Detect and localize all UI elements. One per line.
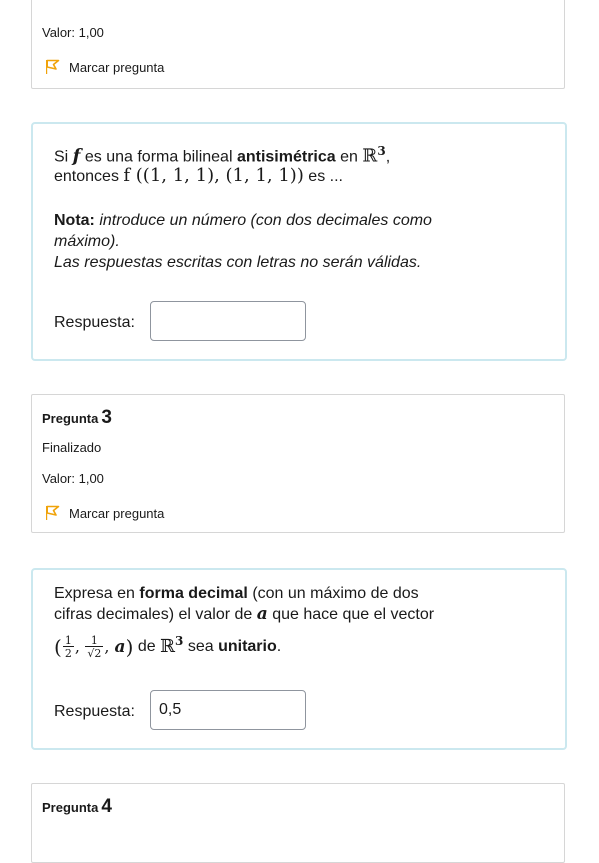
question-3-answer-label: Respuesta:: [54, 703, 135, 720]
fraction-one-over-root-two: $\frac{1}{√2}$: [87, 634, 102, 661]
question-4-title: Pregunta 4: [42, 796, 112, 817]
question-3-answer-input[interactable]: [150, 690, 306, 730]
question-3-valor: Valor: 1,00: [42, 471, 104, 486]
question-2-content: [31, 122, 567, 361]
fraction-one-half: $\frac{1}{2}$: [64, 634, 72, 661]
question-3-info: [31, 394, 565, 533]
question-2-info: [31, 0, 565, 89]
question-2-flag-label: Marcar pregunta: [69, 59, 165, 75]
question-3-title: Pregunta 3: [42, 407, 112, 428]
question-2-answer-label: Respuesta:: [54, 314, 135, 331]
question-2-valor: Valor: 1,00: [42, 25, 104, 40]
question-3-flag-button[interactable]: [44, 505, 164, 521]
question-3-flag-label: Marcar pregunta: [69, 505, 165, 521]
question-3-text-line-2: cifras decimales) el valor de a que hace que el vector: [54, 604, 435, 624]
question-3-content: [31, 568, 567, 750]
question-2-nota-line-3: Las respuestas escritas con letras no serán válidas.: [54, 254, 422, 271]
question-3-text-line-1: Expresa en forma decimal (con un máximo de dos: [54, 585, 419, 602]
question-4-info: [31, 783, 565, 863]
question-2-flag-button[interactable]: [44, 59, 164, 75]
question-2-text-line-2: entonces f ((1, 1, 1), (1, 1, 1)) es ...: [54, 165, 343, 186]
question-2-nota-line-2: máximo).: [54, 233, 120, 250]
question-3-text-line-3: ( $\frac{1}{2}$ , $\frac{1}{√2}$ , a) de ℝ$^3$ sea unitario.: [54, 634, 282, 661]
question-2-nota-line-1: Nota: introduce un número (con dos decimales como: [54, 212, 432, 229]
flag-icon: [44, 505, 60, 521]
question-3-status: Finalizado: [42, 440, 102, 455]
question-2-answer-input[interactable]: [150, 301, 306, 341]
flag-icon: [44, 59, 60, 75]
question-2-text-line-1: Si f es una forma bilineal antisimétrica en ℝ$^3$,: [54, 144, 391, 167]
